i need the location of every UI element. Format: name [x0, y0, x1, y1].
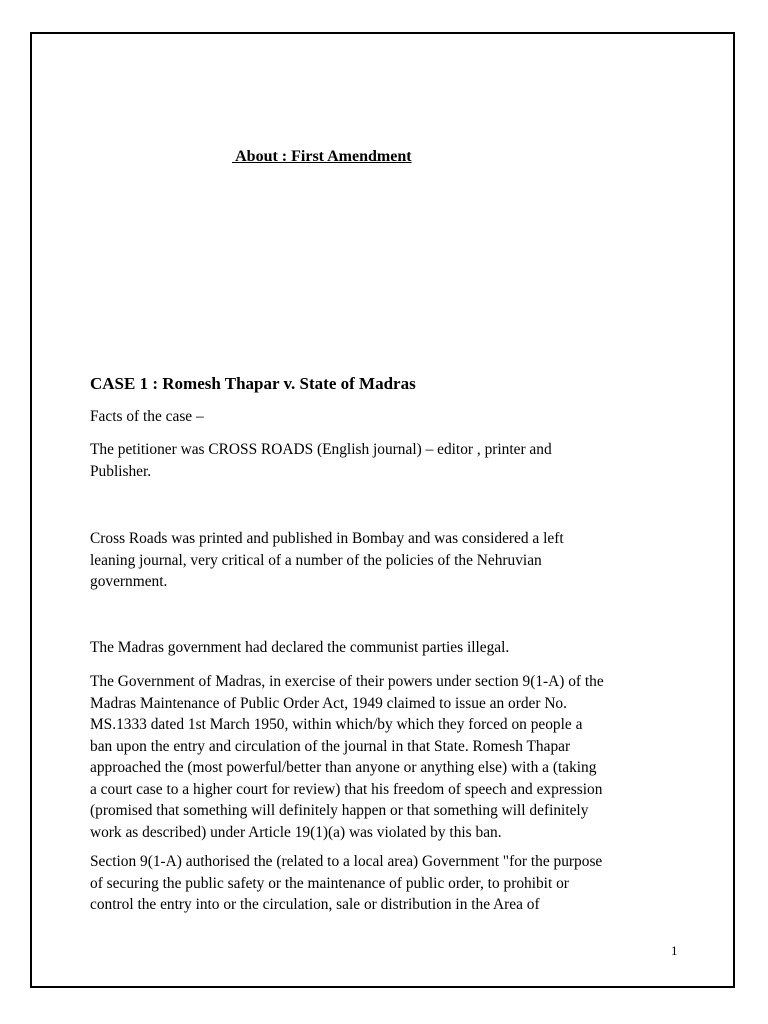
paragraph-facts-label: [90, 406, 690, 428]
text-line: ban upon the entry and circulation of the journal in that State. Romesh Thapar: [90, 737, 571, 755]
text-line: Publisher.: [90, 462, 152, 480]
text-line: Section 9(1-A) authorised the (related to a local area) Government "for the purpose: [90, 853, 603, 870]
paragraph-section-9: [90, 851, 690, 916]
text-line: MS.1333 dated 1st March 1950, within which/by which they forced on people a: [90, 716, 583, 733]
paragraph-order: [90, 671, 690, 843]
paragraph-cross-roads: [90, 528, 690, 593]
paragraph-madras-government: [90, 637, 690, 659]
case-heading: CASE 1 : Romesh Thapar v. State of Madras: [90, 374, 416, 393]
text-line: control the entry into or the circulation, sale or distribution in the Area of: [90, 896, 540, 913]
text-line: (promised that something will definitely happen or that something will definitely: [90, 802, 589, 819]
text-line: work as described) under Article 19(1)(a) was violated by this ban.: [90, 823, 502, 841]
text-line: a court case to a higher court for review) that his freedom of speech and expression: [90, 780, 603, 798]
text-line: The Madras government had declared the communist parties illegal.: [90, 639, 510, 656]
document-title: About : First Amendment: [232, 148, 412, 165]
text-line: Madras Maintenance of Public Order Act, 1949 claimed to issue an order No.: [90, 694, 567, 712]
text-line: of securing the public safety or the maintenance of public order, to prohibit or: [90, 874, 569, 892]
text-line: government.: [90, 573, 168, 590]
text-line: leaning journal, very critical of a number of the policies of the Nehruvian: [90, 551, 542, 569]
page-number: 1: [671, 943, 678, 958]
page-border: [30, 32, 735, 988]
text-line: Facts of the case –: [90, 408, 204, 425]
text-line: Cross Roads was printed and published in Bombay and was considered a left: [90, 530, 564, 547]
paragraph-petitioner: [90, 439, 690, 482]
text-line: The Government of Madras, in exercise of their powers under section 9(1-A) of the: [90, 673, 604, 690]
text-line: approached the (most powerful/better than anyone or anything else) with a (taking: [90, 759, 597, 776]
text-line: The petitioner was CROSS ROADS (English journal) – editor , printer and: [90, 441, 552, 458]
